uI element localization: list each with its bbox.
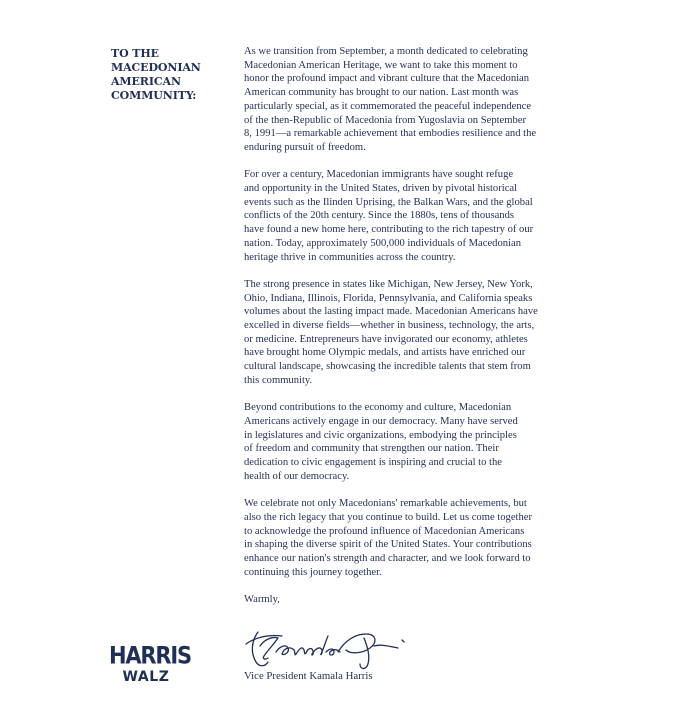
body-line: also the rich legacy that you continue to build. Let us come together [244, 511, 533, 523]
body-line: to acknowledge the profound influence of Macedonian Americans [244, 525, 525, 537]
body-line: of the then-Republic of Macedonia from Yugoslavia on September [244, 114, 527, 126]
heading-line: TO THE [111, 47, 159, 60]
body-line: heritage thrive in communities across the country. [244, 251, 456, 263]
body-line: excelled in diverse fields—whether in business, technology, the arts, [244, 320, 535, 332]
body-line: of freedom and community that strengthen our nation. Their [244, 443, 499, 455]
body-line: in shaping the diverse spirit of the United States. Your contributions [244, 539, 532, 551]
letter-closing: Warmly, [244, 594, 280, 606]
body-line: Americans actively engage in our democracy. Many have served [244, 415, 518, 427]
body-line: have brought home Olympic medals, and artists have enriched our [244, 347, 526, 359]
body-line: continuing this journey together. [244, 566, 382, 578]
body-line: honor the profound impact and vibrant culture that the Macedonian [244, 73, 530, 85]
body-line: volumes about the lasting impact made. Macedonian Americans have [244, 306, 538, 318]
signature-icon [238, 612, 428, 674]
body-line: dedication to civic engagement is inspiring and crucial to the [244, 457, 502, 469]
body-line: conflicts of the 20th century. Since the 1880s, tens of thousands [244, 210, 514, 222]
body-line: We celebrate not only Macedonians' remarkable achievements, but [244, 498, 527, 510]
letter-heading [111, 47, 221, 103]
body-line: this community. [244, 374, 313, 386]
body-paragraph [244, 401, 574, 483]
body-line: The strong presence in states like Michigan, New Jersey, New York, [244, 278, 533, 290]
heading-line: COMMUNITY: [111, 89, 197, 102]
body-line: As we transition from September, a month dedicated to celebrating [244, 46, 528, 57]
body-line: have found a new home here, contributing to the rich tapestry of our [244, 224, 534, 236]
body-paragraph [244, 168, 574, 264]
letter-body [244, 45, 574, 607]
body-line: or medicine. Entrepreneurs have invigorated our economy, athletes [244, 333, 528, 345]
body-line: nation. Today, approximately 500,000 individuals of Macedonian [244, 237, 521, 249]
body-line: Beyond contributions to the economy and culture, Macedonian [244, 402, 512, 414]
body-line: and opportunity in the United States, driven by pivotal historical [244, 183, 518, 195]
body-line: cultural landscape, showcasing the incredible talents that stem from [244, 361, 531, 373]
heading-line: MACEDONIAN [111, 61, 201, 74]
logo-line-harris: HARRIS [109, 641, 191, 670]
body-paragraph [244, 497, 574, 579]
body-line: American community has brought to our nation. Last month was [244, 87, 519, 99]
body-line: events such as the Ilinden Uprising, the Balkan Wars, and the global [244, 196, 533, 208]
body-line: Macedonian American Heritage, we want to take this moment to [244, 59, 518, 71]
body-line: in legislatures and civic organizations, embodying the principles [244, 429, 517, 441]
body-line: Ohio, Indiana, Illinois, Florida, Pennsylvania, and California speaks [244, 292, 533, 304]
body-line: For over a century, Macedonian immigrants have sought refuge [244, 169, 514, 181]
body-line: enduring pursuit of freedom. [244, 141, 366, 153]
body-paragraph [244, 45, 574, 155]
logo-line-walz: WALZ [122, 669, 170, 685]
body-paragraph [244, 278, 574, 388]
heading-line: AMERICAN [111, 75, 181, 88]
body-line: 8, 1991—a remarkable achievement that embodies resilience and the [244, 128, 537, 140]
body-line: enhance our nation's strength and character, and we look forward to [244, 552, 531, 564]
body-line: particularly special, as it commemorated the peaceful independence [244, 100, 532, 112]
campaign-logo [109, 641, 191, 685]
signer-name: Vice President Kamala Harris [244, 670, 373, 682]
body-line: health of our democracy. [244, 470, 350, 482]
